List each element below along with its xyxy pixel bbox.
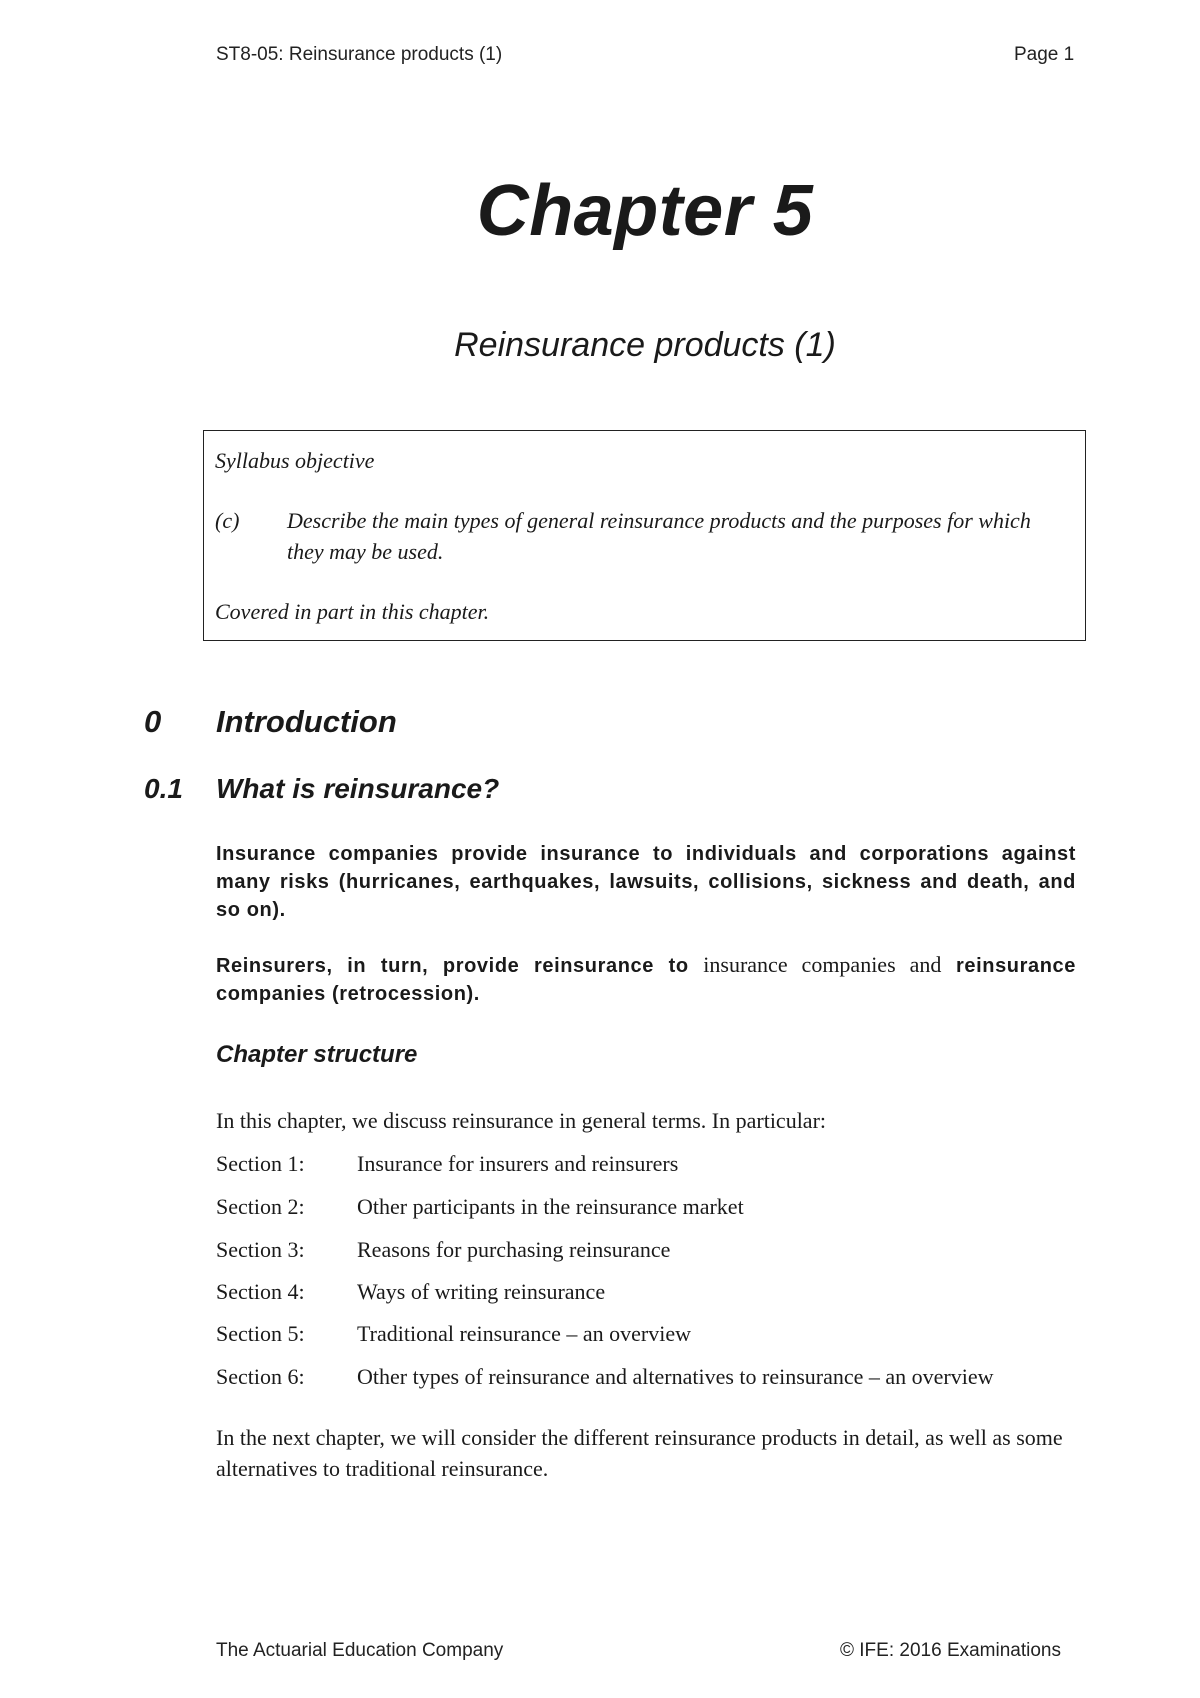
syllabus-label: Syllabus objective bbox=[215, 448, 375, 473]
header-page-number: Page 1 bbox=[1014, 44, 1075, 65]
reinsurance-para-part3: reinsurance companies (retrocession). bbox=[216, 955, 1076, 1005]
footer-copyright: © IFE: 2016 Examinations bbox=[840, 1640, 1061, 1661]
syllabus-objective-box bbox=[203, 430, 1086, 641]
structure-section-title: Traditional reinsurance – an overview bbox=[357, 1321, 691, 1346]
structure-section-label: Section 5: bbox=[216, 1321, 305, 1346]
chapter-title: Chapter 5 bbox=[476, 171, 814, 251]
reinsurance-para-part2: insurance companies and bbox=[703, 952, 942, 977]
section-0-title: Introduction bbox=[216, 704, 397, 739]
section-0-1-number: 0.1 bbox=[144, 773, 183, 804]
chapter-subtitle: Reinsurance products (1) bbox=[454, 326, 836, 364]
structure-section-title: Other types of reinsurance and alternatives to reinsurance – an overview bbox=[357, 1364, 994, 1389]
syllabus-covered-note: Covered in part in this chapter. bbox=[215, 599, 490, 624]
structure-section-label: Section 4: bbox=[216, 1279, 305, 1304]
reinsurance-para-part1: Reinsurers, in turn, provide reinsurance to bbox=[216, 955, 689, 977]
structure-section-label: Section 3: bbox=[216, 1237, 305, 1262]
section-0-number: 0 bbox=[144, 704, 162, 739]
structure-section-title: Reasons for purchasing reinsurance bbox=[357, 1237, 671, 1262]
structure-section-title: Ways of writing reinsurance bbox=[357, 1279, 606, 1304]
structure-section-title: Other participants in the reinsurance market bbox=[357, 1194, 744, 1219]
chapter-structure-closing: In the next chapter, we will consider the different reinsurance products in detail, as well as some alternatives to traditional reinsurance. bbox=[216, 1425, 1063, 1481]
structure-section-title: Insurance for insurers and reinsurers bbox=[357, 1151, 679, 1176]
syllabus-item-text: Describe the main types of general reinsurance products and the purposes for which they may be used. bbox=[287, 508, 1031, 564]
structure-section-label: Section 1: bbox=[216, 1151, 305, 1176]
section-0-1-title: What is reinsurance? bbox=[216, 773, 500, 804]
structure-section-label: Section 2: bbox=[216, 1194, 305, 1219]
syllabus-item-id: (c) bbox=[215, 508, 240, 533]
reinsurance-definition-paragraph bbox=[216, 951, 1076, 1008]
header-document-title: ST8-05: Reinsurance products (1) bbox=[216, 44, 503, 65]
chapter-structure-intro: In this chapter, we discuss reinsurance in general terms. In particular: bbox=[216, 1108, 827, 1133]
insurance-definition-paragraph: Insurance companies provide insurance to individuals and corporations against many risks (hurricanes, earthquakes, lawsuits, collisions, sickness and death, and so on). bbox=[216, 843, 1076, 921]
chapter-structure-heading: Chapter structure bbox=[216, 1041, 418, 1068]
footer-company: The Actuarial Education Company bbox=[216, 1640, 504, 1661]
structure-section-label: Section 6: bbox=[216, 1364, 305, 1389]
